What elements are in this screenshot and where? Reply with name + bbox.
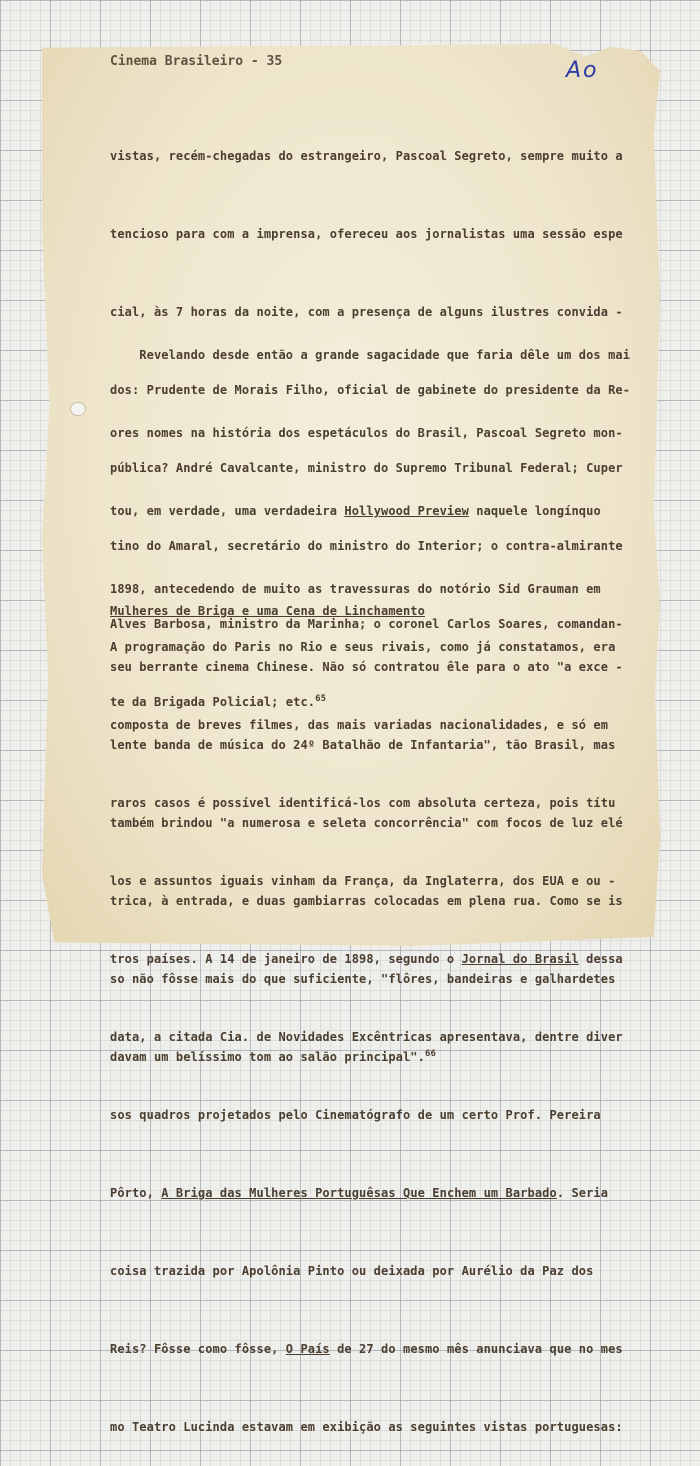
text-line xyxy=(110,498,630,524)
text-run: tros países. A 14 de janeiro de 1898, segundo o xyxy=(110,952,462,966)
text-line-content: te da Brigada Policial; etc. xyxy=(110,695,316,709)
text-line: lente banda de música do 24º Batalhão de Infantaria", tão Brasil, mas xyxy=(110,738,616,752)
text-line: Alves Barbosa, ministro da Marinha; o coronel Carlos Soares, comandan- xyxy=(110,617,623,631)
footnote-ref: 66 xyxy=(424,1049,437,1059)
text-line: raros casos é possível identificá-los com absoluta certeza, pois títu xyxy=(110,796,616,810)
underlined-title: Jornal do Brasil xyxy=(461,952,579,966)
text-line: dos: Prudente de Morais Filho, oficial de gabinete do presidente da Re- xyxy=(110,383,631,397)
text-line: tino do Amaral, secretário do ministro do Interior; o contra-almirante xyxy=(110,539,623,553)
text-line: trica, à entrada, e duas gambiarras colocadas em plena rua. Como se is xyxy=(110,894,623,908)
text-run: . Seria xyxy=(556,1186,609,1200)
text-line: pública? André Cavalcante, ministro do Supremo Tribunal Federal; Cuper xyxy=(110,461,623,475)
text-line: cial, às 7 horas da noite, com a presença de alguns ilustres convida - xyxy=(110,305,623,319)
underlined-title: Hollywood Preview xyxy=(344,504,469,518)
text-line: ores nomes na história dos espetáculos do Brasil, Pascoal Segreto mon- xyxy=(110,426,623,440)
text-line xyxy=(110,1180,630,1206)
text-run: Reis? Fôsse como fôsse, xyxy=(110,1342,286,1356)
text-line: coisa trazida por Apolônia Pinto ou deixada por Aurélio da Paz dos xyxy=(110,1264,594,1278)
text-line: 1898, antecedendo de muito as travessuras do notório Sid Grauman em xyxy=(110,582,601,596)
footnote-ref: 65 xyxy=(315,694,327,704)
text-line: sos quadros projetados pelo Cinematógrafo de um certo Prof. Pereira xyxy=(110,1108,601,1122)
section-title: Mulheres de Briga e uma Cena de Linchamento xyxy=(110,604,425,618)
text-line: Revelando desde então a grande sagacidade que faria dêle um dos mai xyxy=(110,348,631,362)
text-run: dessa xyxy=(578,952,623,966)
handwritten-mark: Ao xyxy=(566,58,599,83)
text-line: vistas, recém-chegadas do estrangeiro, Pascoal Segreto, sempre muito a xyxy=(110,149,623,163)
text-line: tencioso para com a imprensa, ofereceu aos jornalistas uma sessão espe xyxy=(110,227,623,241)
text-run: de 27 do mesmo mês anunciava que no mes xyxy=(329,1342,623,1356)
text-line: los e assuntos iguais vinham da França, da Inglaterra, dos EUA e ou - xyxy=(110,874,616,888)
text-run: tou, em verdade, uma verdadeira xyxy=(110,504,345,518)
underlined-title: O País xyxy=(285,1342,330,1356)
text-line: so não fôsse mais do que suficiente, "flôres, bandeiras e galhardetes xyxy=(110,972,616,986)
punch-hole xyxy=(70,402,86,416)
underlined-title: A Briga das Mulheres Portuguêsas Que Enchem um Barbado xyxy=(161,1186,557,1200)
text-line: seu berrante cinema Chinese. Não só contratou êle para o ato "a exce - xyxy=(110,660,623,674)
text-line xyxy=(110,1336,630,1362)
page-header: Cinema Brasileiro - 35 xyxy=(110,54,283,69)
text-line: mo Teatro Lucinda estavam em exibição as seguintes vistas portuguesas: xyxy=(110,1420,623,1434)
text-line: A programação do Paris no Rio e seus rivais, como já constatamos, era xyxy=(110,640,616,654)
text-line-content: davam um belíssimo tom ao salão principal". xyxy=(110,1050,425,1064)
paragraph-3 xyxy=(110,582,630,1466)
text-run: naquele longínquo xyxy=(468,504,601,518)
text-run: Pôrto, xyxy=(110,1186,162,1200)
text-line: também brindou "a numerosa e seleta concorrência" com focos de luz elé xyxy=(110,816,623,830)
text-line: composta de breves filmes, das mais variadas nacionalidades, e só em xyxy=(110,718,609,732)
text-line xyxy=(110,946,630,972)
text-line: data, a citada Cia. de Novidades Excêntricas apresentava, dentre diver xyxy=(110,1030,623,1044)
